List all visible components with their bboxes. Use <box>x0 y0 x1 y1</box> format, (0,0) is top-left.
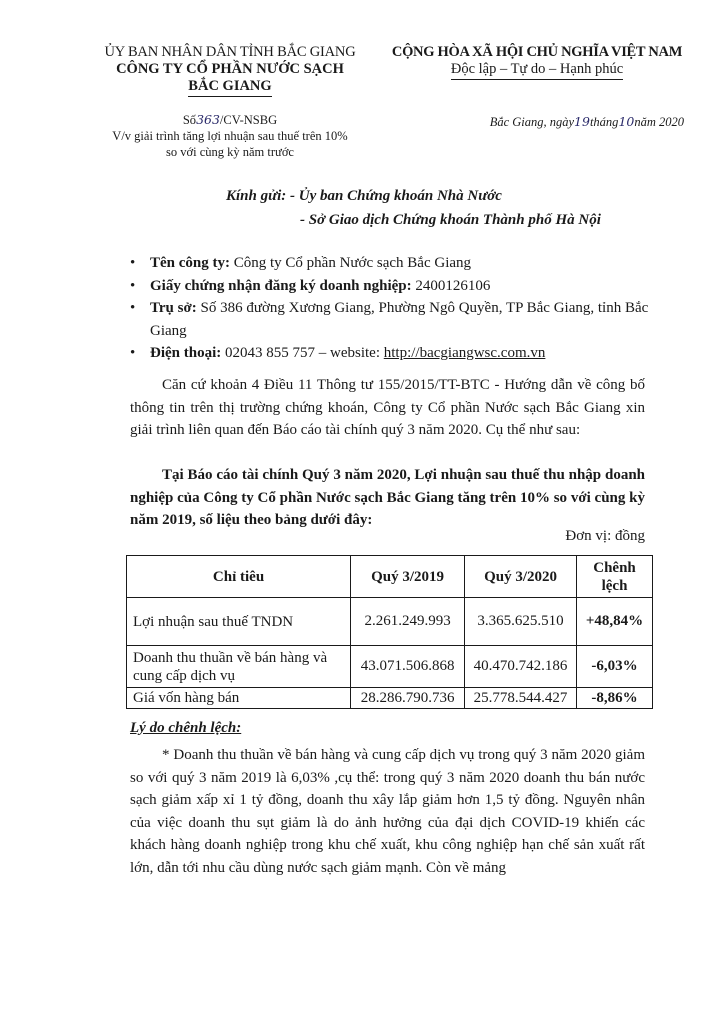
reason-paragraph: * Doanh thu thuần về bán hàng và cung cấp dịch vụ trong quý 3 năm 2020 giảm so với quý 3 năm 2019 là 6,03% ,cụ thể: trong quý 3 năm 2020 doanh thu bán nước sạch giảm xấp xỉ 1 tỷ đồng, doanh thu xây lắp giảm hơn 1,5 tỷ đồng. Nguyên nhân của việc doanh thu sụt giảm là do ảnh hưởng của đại dịch COVID-19 khiến các khách hàng doanh nghiệp trong khu chế xuất, khu công nghiệp hạn chế sản xuất rất lớn, dẫn tới nhu cầu dùng nước sạch giảm mạnh. Còn về mảng <box>130 747 645 876</box>
company-info-list <box>130 252 660 365</box>
recipients-block <box>226 184 601 232</box>
registration-label: Giấy chứng nhận đăng ký doanh nghiệp: <box>150 277 412 294</box>
unit-label: Đơn vị: đồng <box>565 528 645 544</box>
issuer-parent-org: ỦY BAN NHÂN DÂN TỈNH BẮC GIANG <box>104 44 356 60</box>
company-name-value: Công ty Cổ phần Nước sạch Bắc Giang <box>233 255 472 271</box>
list-item <box>130 342 660 365</box>
column-header-indicator: Chỉ tiêu <box>127 556 351 598</box>
column-header-q3-2019: Quý 3/2019 <box>351 556 465 598</box>
bullet-icon: • <box>130 277 136 294</box>
date-month-label: tháng <box>589 115 619 129</box>
headquarters-label: Trụ sở: <box>150 300 197 316</box>
column-header-difference: Chênh lệch <box>577 556 653 598</box>
doc-number-handwritten: 363 <box>196 112 220 127</box>
recipient-1: - Ủy ban Chứng khoán Nhà Nước <box>290 188 502 204</box>
list-item <box>130 297 660 342</box>
bullet-icon: • <box>130 255 136 271</box>
national-title: CỘNG HÒA XÃ HỘI CHỦ NGHĨA VIỆT NAM <box>391 44 683 60</box>
date-prefix: Bắc Giang, ngày <box>489 115 575 129</box>
date-month-handwritten: 10 <box>618 114 635 129</box>
cell-difference: -8,86% <box>577 688 653 709</box>
summary-paragraph: Tại Báo cáo tài chính Quý 3 năm 2020, Lợi nhuận sau thuế thu nhập doanh nghiệp của Công ty Cổ phần Nước sạch Bắc Giang tăng trên 10% so với cùng kỳ năm 2019, số liệu theo bảng dưới đây: <box>130 467 645 528</box>
table-row <box>127 688 653 709</box>
document-date <box>464 114 684 130</box>
table-row <box>127 598 653 646</box>
national-motto: Độc lập – Tự do – Hạnh phúc <box>451 61 623 80</box>
bullet-icon: • <box>130 300 136 316</box>
cell-q3-2019: 2.261.249.993 <box>351 598 465 646</box>
table-row <box>127 646 653 688</box>
column-header-q3-2020: Quý 3/2020 <box>465 556 577 598</box>
headquarters-value: Số 386 đường Xương Giang, Phường Ngô Quyền, TP Bắc Giang, tỉnh Bắc Giang <box>150 300 649 339</box>
phone-value: 02043 855 757 – website: <box>225 345 380 361</box>
cell-q3-2020: 25.778.544.427 <box>465 688 577 709</box>
recipient-2: - Sở Giao dịch Chứng khoán Thành phố Hà Nội <box>300 212 601 228</box>
company-name-label: Tên công ty: <box>150 255 230 271</box>
financial-table <box>126 555 653 709</box>
intro-paragraph: Căn cứ khoản 4 Điều 11 Thông tư 155/2015/TT-BTC - Hướng dẫn về công bố thông tin trên thị trường chứng khoán, Công ty Cổ phần Nước sạch Bắc Giang xin giải trình liên quan đến Báo cáo tài chính quý 3 năm 2020. Cụ thể như sau: <box>130 377 645 438</box>
document-number-block <box>80 112 380 160</box>
cell-difference: +48,84% <box>577 598 653 646</box>
registration-value: 2400126106 <box>415 277 491 294</box>
cell-difference: -6,03% <box>577 646 653 688</box>
date-year: năm 2020 <box>634 115 684 129</box>
bullet-icon: • <box>130 345 136 361</box>
subject-line-1: V/v giải trình tăng lợi nhuận sau thuế trên 10% <box>112 129 348 143</box>
row-label: Giá vốn hàng bán <box>127 688 351 709</box>
cell-q3-2019: 43.071.506.868 <box>351 646 465 688</box>
doc-number-suffix: /CV-NSBG <box>219 113 278 127</box>
row-label: Doanh thu thuần về bán hàng và cung cấp dịch vụ <box>127 646 351 688</box>
reason-heading: Lý do chênh lệch: <box>130 720 242 736</box>
issuer-company: CÔNG TY CỔ PHẦN NƯỚC SẠCH <box>116 61 344 77</box>
date-day-handwritten: 19 <box>574 114 590 129</box>
list-item <box>130 252 660 275</box>
row-label: Lợi nhuận sau thuế TNDN <box>127 598 351 646</box>
cell-q3-2020: 3.365.625.510 <box>465 598 577 646</box>
cell-q3-2020: 40.470.742.186 <box>465 646 577 688</box>
phone-label: Điện thoại: <box>150 345 222 361</box>
website-link[interactable]: http://bacgiangwsc.com.vn <box>383 345 546 361</box>
issuer-block <box>80 44 380 97</box>
issuer-company-city: BẮC GIANG <box>188 78 271 97</box>
doc-number-prefix: Số <box>182 113 197 127</box>
cell-q3-2019: 28.286.790.736 <box>351 688 465 709</box>
recipients-label: Kính gửi: <box>226 188 287 204</box>
list-item <box>130 275 660 298</box>
national-header <box>372 44 702 80</box>
subject-line-2: so với cùng kỳ năm trước <box>166 145 294 159</box>
